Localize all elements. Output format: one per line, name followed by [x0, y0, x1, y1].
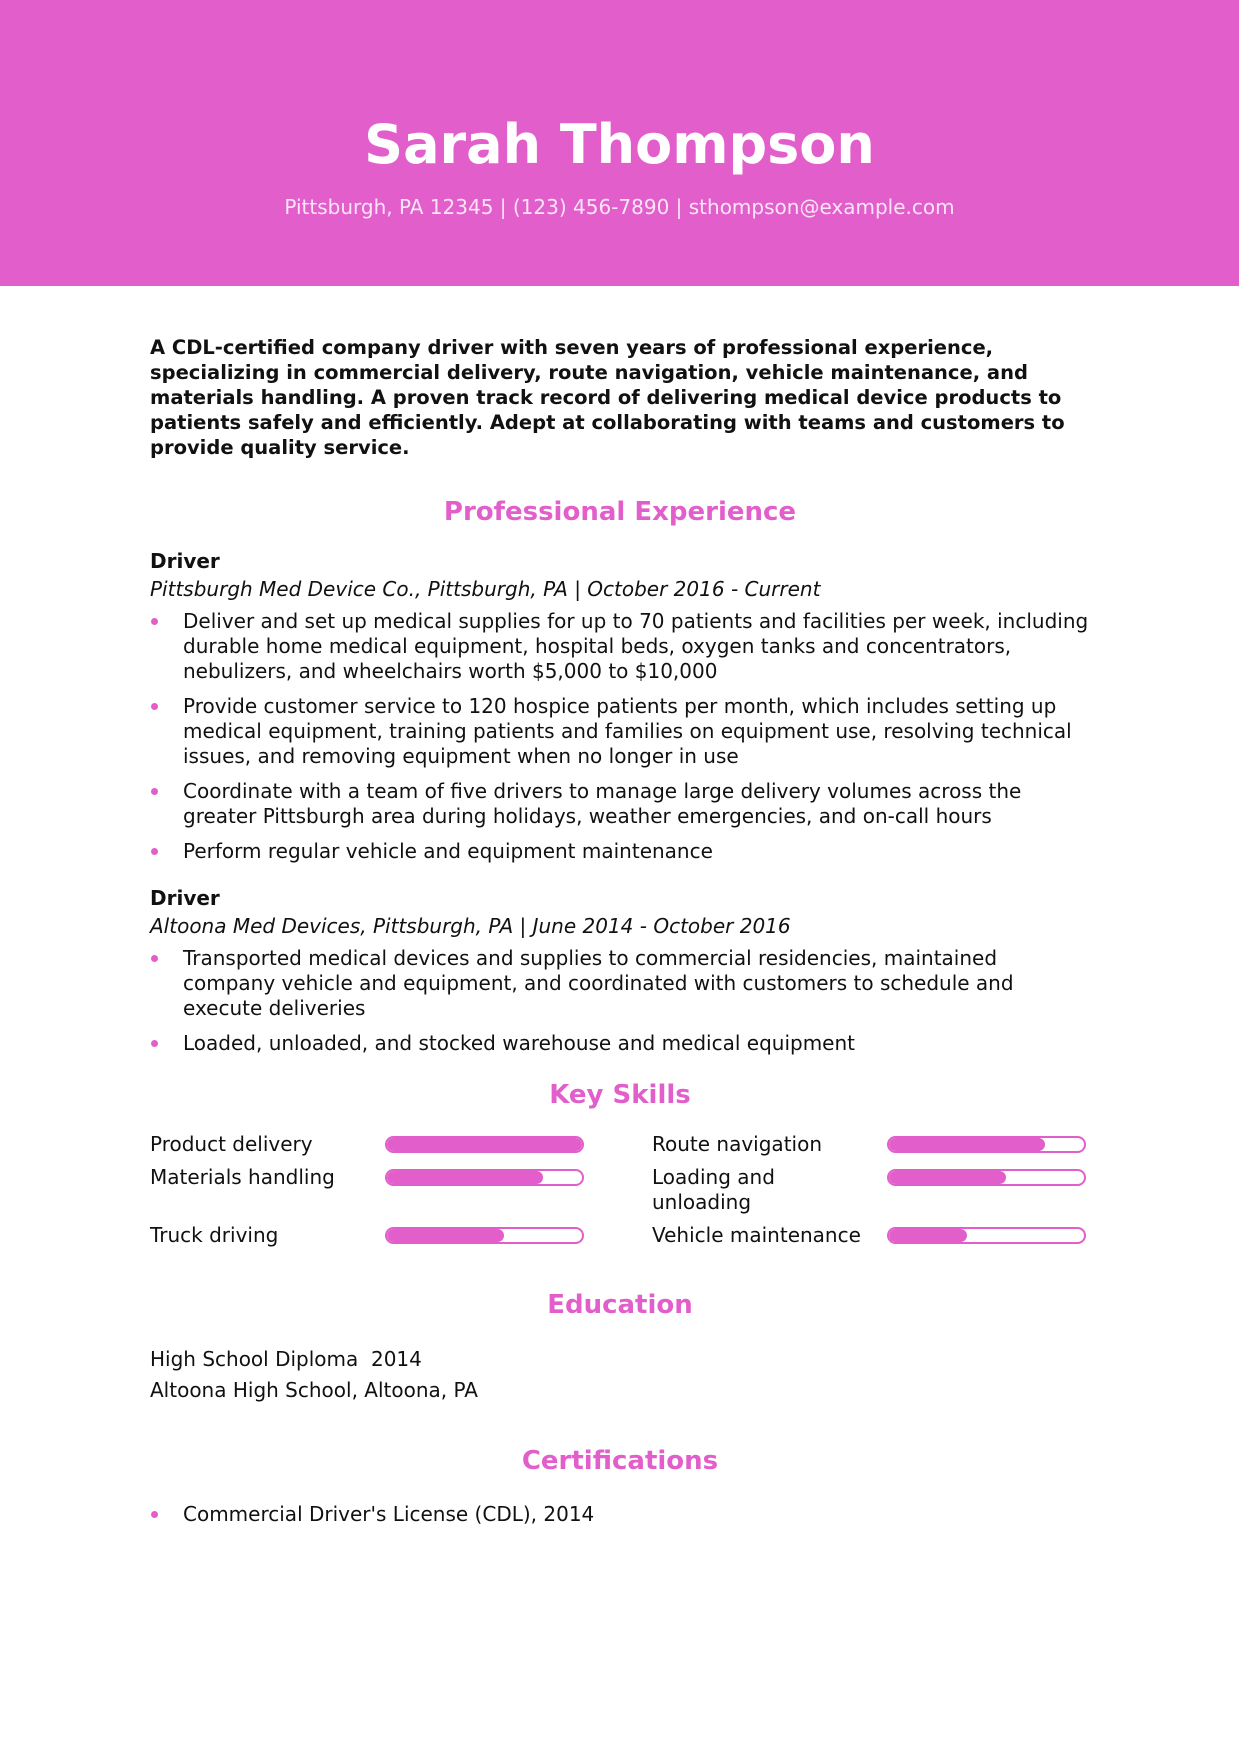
list-item: Deliver and set up medical supplies for up to 70 patients and facilities per week, including durable home medical equipment, hospital beds, oxygen tanks and concentrators, nebulizers, and wheelchairs worth $5,000 to $10,000: [150, 609, 1090, 684]
candidate-name: Sarah Thompson: [364, 113, 875, 176]
list-item: Coordinate with a team of five drivers to manage large delivery volumes across the greater Pittsburgh area during holidays, weather emergencies, and on-call hours: [150, 779, 1090, 829]
job-bullets: [150, 946, 1090, 1056]
education-degree: High School Diploma 2014: [150, 1347, 422, 1371]
job-meta: Altoona Med Devices, Pittsburgh, PA | June 2014 - October 2016: [150, 914, 791, 938]
skill-bar: [385, 1169, 584, 1186]
resume-body: [150, 335, 1090, 1537]
bullet-icon: [151, 955, 158, 962]
bullet-icon: [151, 788, 158, 795]
skill-fill: [387, 1138, 582, 1151]
education-entry: [150, 1344, 1090, 1406]
skill-label: Route navigation: [652, 1132, 822, 1156]
skill-fill: [889, 1229, 967, 1242]
skill-label: Materials handling: [150, 1165, 335, 1189]
bullet-icon: [151, 703, 158, 710]
skill-label: Vehicle maintenance: [652, 1223, 861, 1247]
skill-fill: [387, 1229, 504, 1242]
bullet-icon: [151, 848, 158, 855]
section-title-experience: Professional Experience: [443, 497, 797, 527]
skill-fill: [889, 1171, 1006, 1184]
certification-list: [150, 1502, 1090, 1527]
list-item: Perform regular vehicle and equipment maintenance: [150, 839, 1090, 864]
skill-bar: [385, 1227, 584, 1244]
job-title: Driver: [150, 886, 220, 910]
section-title-skills: Key Skills: [549, 1080, 691, 1110]
skill-fill: [387, 1171, 543, 1184]
skill-label: Product delivery: [150, 1132, 313, 1156]
job-entry: [150, 547, 1090, 864]
job-meta: Pittsburgh Med Device Co., Pittsburgh, PA | October 2016 - Current: [150, 577, 821, 601]
bullet-icon: [151, 1040, 158, 1047]
section-title-certifications: Certifications: [521, 1446, 719, 1476]
contact-line: Pittsburgh, PA 12345 | (123) 456-7890 | sthompson@example.com: [284, 195, 955, 219]
skill-bar: [887, 1169, 1086, 1186]
education-school: Altoona High School, Altoona, PA: [150, 1378, 478, 1402]
skill-label: Truck driving: [150, 1223, 279, 1247]
skill-bar: [887, 1227, 1086, 1244]
list-item: Transported medical devices and supplies to commercial residencies, maintained company vehicle and equipment, and coordinated with customers to schedule and execute deliveries: [150, 946, 1090, 1021]
skill-fill: [889, 1138, 1045, 1151]
job-bullets: [150, 609, 1090, 864]
skill-bar: [887, 1136, 1086, 1153]
bullet-icon: [151, 1511, 158, 1518]
list-item: Commercial Driver's License (CDL), 2014: [150, 1502, 1090, 1527]
skill-bar: [385, 1136, 584, 1153]
bullet-icon: [151, 618, 158, 625]
skills-grid: [150, 1132, 1090, 1248]
header-banner: [0, 0, 1239, 286]
summary-paragraph: A CDL-certified company driver with seven years of professional experience, specializing in commercial delivery, route navigation, vehicle maintenance, and materials handling. A proven track record of delivering medical device products to patients safely and efficiently. Adept at collaborating with teams and customers to provide quality service.: [150, 336, 1065, 459]
section-title-education: Education: [547, 1290, 693, 1320]
job-entry: [150, 884, 1090, 1056]
list-item: Provide customer service to 120 hospice patients per month, which includes setting up medical equipment, training patients and families on equipment use, resolving technical issues, and removing equipment when no longer in use: [150, 694, 1090, 769]
skill-label: Loading and unloading: [652, 1165, 775, 1214]
job-title: Driver: [150, 549, 220, 573]
list-item: Loaded, unloaded, and stocked warehouse and medical equipment: [150, 1031, 1090, 1056]
